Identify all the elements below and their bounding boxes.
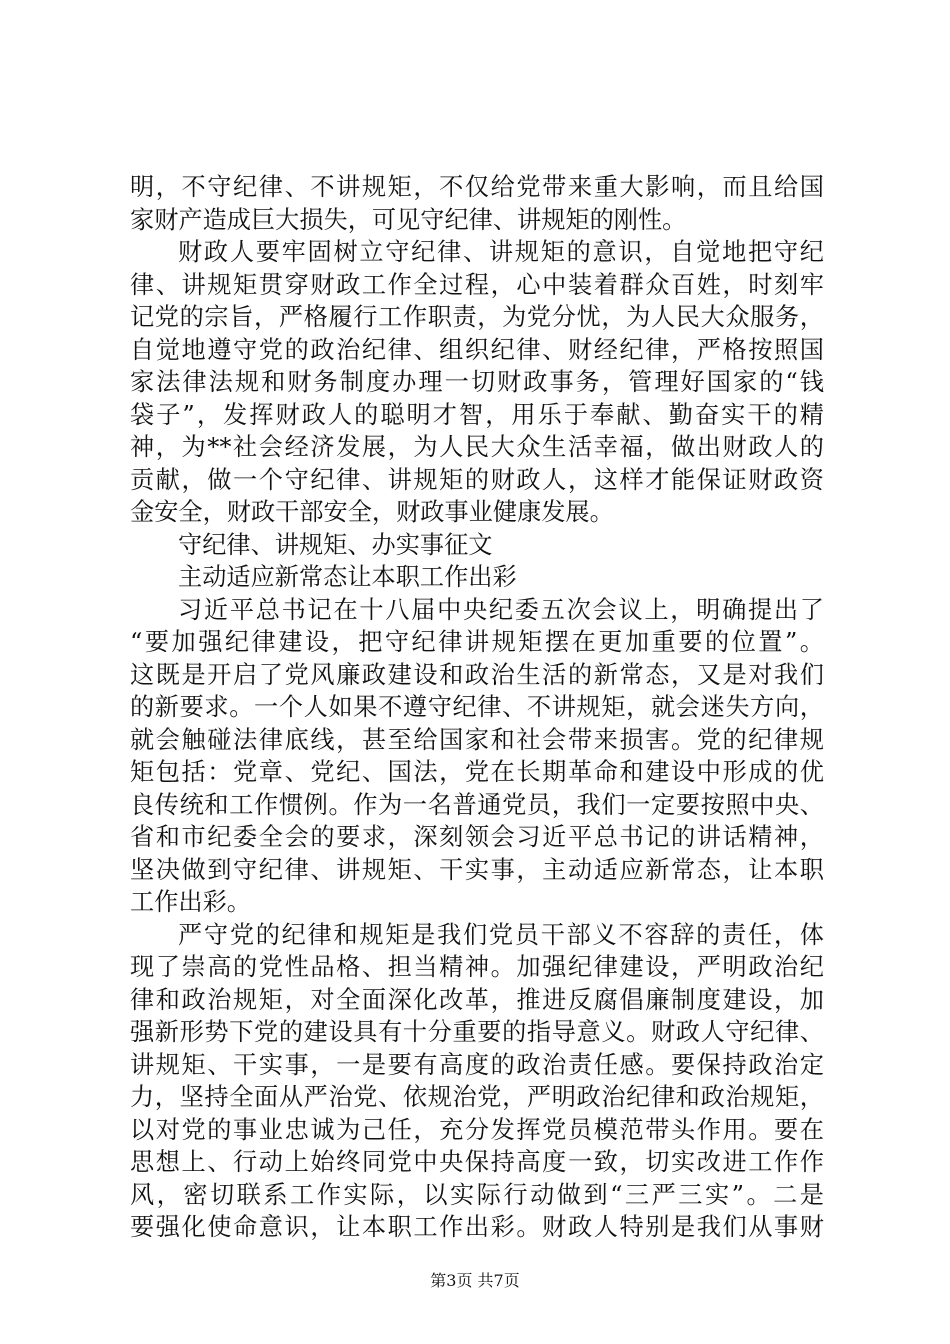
paragraph-start-line: 财政人要牢固树立守纪律、讲规矩的意识，自觉地把守纪 (178, 238, 824, 266)
text-line: 力，坚持全面从严治党、依规治党，严明政治纪律和政治规矩， (130, 1083, 824, 1111)
text-line: 贡献，做一个守纪律、讲规矩的财政人，这样才能保证财政资 (130, 465, 824, 494)
text-line: 以对党的事业忠诚为己任，充分发挥党员模范带头作用。要在 (130, 1115, 824, 1144)
text-line: 家财产造成巨大损失，可见守纪律、讲规矩的刚性。 (130, 205, 687, 234)
text-line: 就会触碰法律底线，甚至给国家和社会带来损害。党的纪律规 (130, 725, 824, 754)
text-line: 要强化使命意识，让本职工作出彩。财政人特别是我们从事财 (130, 1213, 824, 1241)
essay-section-title: 守纪律、讲规矩、办实事征文 (178, 530, 493, 559)
text-line: 律和政治规矩，对全面深化改革，推进反腐倡廉制度建设，加 (130, 985, 824, 1014)
text-line: 省和市纪委全会的要求，深刻领会习近平总书记的讲话精神， (130, 823, 824, 851)
text-line: 坚决做到守纪律、讲规矩、干实事，主动适应新常态，让本职 (130, 855, 824, 884)
text-line: 现了崇高的党性品格、担当精神。加强纪律建设，严明政治纪 (130, 953, 824, 981)
text-line: 律、讲规矩贯穿财政工作全过程，心中装着群众百姓，时刻牢 (130, 270, 824, 299)
text-line: 金安全，财政干部安全，财政事业健康发展。 (130, 498, 614, 526)
text-line: 工作出彩。 (130, 888, 251, 916)
text-line: “要加强纪律建设，把守纪律讲规矩摆在更加重要的位置”。 (130, 628, 824, 656)
text-line: 记党的宗旨，严格履行工作职责，为党分忧，为人民大众服务， (130, 303, 824, 331)
text-line: 讲规矩、干实事，一是要有高度的政治责任感。要保持政治定 (130, 1050, 824, 1079)
text-line: 矩包括：党章、党纪、国法，党在长期革命和建设中形成的优 (130, 758, 824, 786)
text-line: 风，密切联系工作实际，以实际行动做到“三严三实”。二是 (130, 1180, 824, 1209)
text-line: 自觉地遵守党的政治纪律、组织纪律、财经纪律，严格按照国 (130, 335, 824, 364)
text-line: 良传统和工作惯例。作为一名普通党员，我们一定要按照中央、 (130, 790, 824, 819)
text-line: 家法律法规和财务制度办理一切财政事务，管理好国家的“钱 (130, 368, 824, 396)
paragraph-start-line: 严守党的纪律和规矩是我们党员干部义不容辞的责任，体 (178, 920, 824, 949)
paragraph-start-line: 习近平总书记在十八届中央纪委五次会议上，明确提出了 (178, 595, 824, 624)
text-line: 的新要求。一个人如果不遵守纪律、不讲规矩，就会迷失方向， (130, 693, 824, 721)
essay-title: 主动适应新常态让本职工作出彩 (178, 563, 517, 591)
body-text (130, 171, 824, 1244)
text-line: 神，为**社会经济发展，为人民大众生活幸福，做出财政人的 (130, 433, 824, 461)
text-line: 袋子”，发挥财政人的聪明才智，用乐于奉献、勤奋实干的精 (130, 400, 824, 429)
text-line: 强新形势下党的建设具有十分重要的指导意义。财政人守纪律、 (130, 1018, 824, 1046)
text-line: 思想上、行动上始终同党中央保持高度一致，切实改进工作作 (130, 1148, 824, 1176)
text-line: 这既是开启了党风廉政建设和政治生活的新常态，又是对我们 (130, 660, 824, 689)
text-line: 明，不守纪律、不讲规矩，不仅给党带来重大影响，而且给国 (130, 173, 824, 201)
page-number-footer: 第3页 共7页 (430, 1271, 520, 1290)
